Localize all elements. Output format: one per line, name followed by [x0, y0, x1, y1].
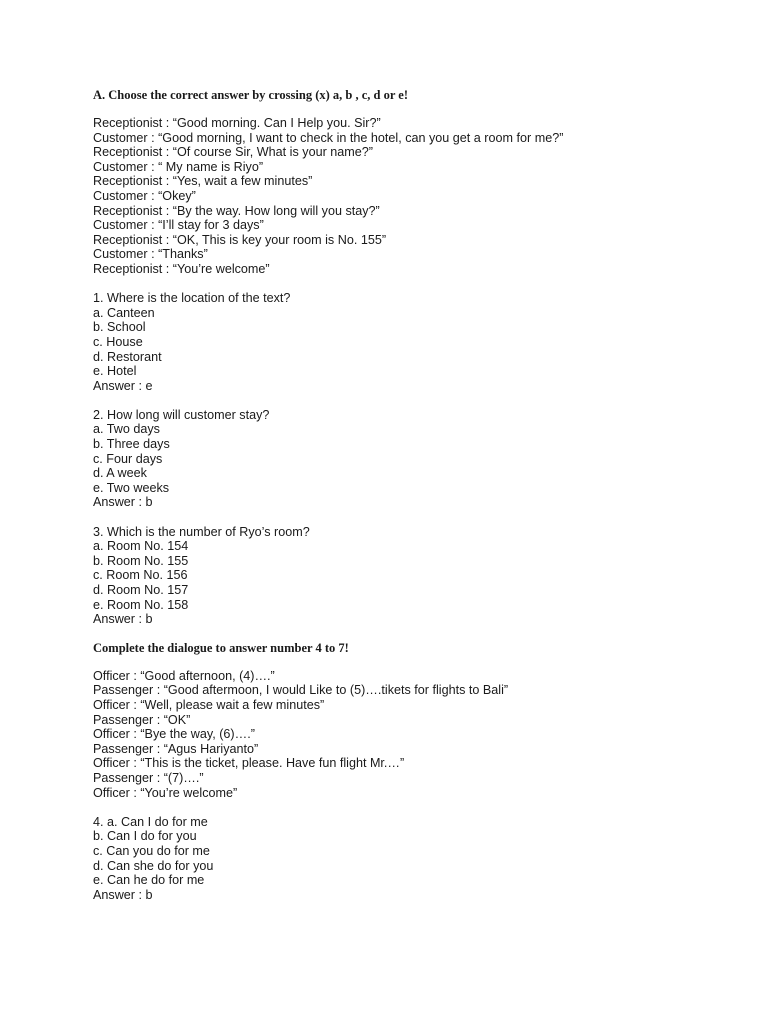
question-text: 3. Which is the number of Ryo’s room? [93, 524, 310, 539]
dialogue-line: Officer : “Bye the way, (6)….” [93, 727, 255, 742]
answer-key: Answer : b [93, 887, 153, 902]
question-1 [93, 291, 733, 393]
dialogue-line: Customer : “Okey” [93, 188, 196, 203]
question-text: 2. How long will customer stay? [93, 407, 270, 422]
question-text: 4. a. Can I do for me [93, 814, 208, 829]
answer-option: e. Two weeks [93, 480, 170, 495]
dialogue-line: Receptionist : “By the way. How long will you stay?” [93, 203, 380, 218]
answer-option: b. Three days [93, 437, 170, 452]
answer-option: d. Room No. 157 [93, 583, 189, 597]
answer-option: a. Canteen [93, 305, 155, 320]
answer-option: b. Room No. 155 [93, 553, 189, 568]
document-page [93, 87, 733, 902]
answer-option: c. House [93, 334, 143, 349]
question-text: 1. Where is the location of the text? [93, 291, 291, 306]
answer-option: a. Two days [93, 422, 160, 437]
answer-option: e. Room No. 158 [93, 597, 189, 612]
dialogue-line: Passenger : “Agus Hariyanto” [93, 741, 259, 756]
dialogue-line: Officer : “You’re welcome” [93, 785, 238, 800]
answer-option: d. Restorant [93, 349, 162, 364]
answer-option: a. Room No. 154 [93, 539, 189, 554]
dialogue-line: Customer : “Good morning, I want to check in the hotel, can you get a room for me?” [93, 130, 564, 145]
dialogue-line: Receptionist : “OK, This is key your room is No. 155” [93, 232, 387, 247]
dialogue-line: Officer : “Good afternoon, (4)….” [93, 668, 275, 683]
question-4 [93, 815, 733, 903]
answer-option: b. School [93, 320, 146, 335]
dialogue-line: Receptionist : “You’re welcome” [93, 261, 270, 276]
question-2 [93, 408, 733, 510]
section-b-heading: Complete the dialogue to answer number 4 to 7! [93, 640, 349, 655]
answer-option: d. Can she do for you [93, 858, 214, 873]
dialogue-line: Receptionist : “Good morning. Can I Help you. Sir?” [93, 116, 381, 130]
dialogue-line: Receptionist : “Of course Sir, What is your name?” [93, 145, 373, 160]
dialogue-line: Receptionist : “Yes, wait a few minutes” [93, 174, 313, 189]
answer-key: Answer : b [93, 495, 153, 510]
answer-option: c. Four days [93, 451, 163, 466]
answer-key: Answer : e [93, 378, 153, 393]
answer-option: e. Can he do for me [93, 873, 205, 888]
dialogue-line: Passenger : “Good aftermoon, I would Like to (5)….tikets for flights to Bali” [93, 683, 509, 698]
section-a-heading: A. Choose the correct answer by crossing (x) a, b , c, d or e! [93, 88, 409, 102]
dialogue-line: Officer : “This is the ticket, please. Have fun flight Mr.…” [93, 756, 405, 771]
dialogue-line: Customer : “ My name is Riyo” [93, 159, 264, 174]
dialogue-line: Passenger : “OK” [93, 712, 191, 727]
hotel-dialogue [93, 116, 733, 277]
dialogue-line: Customer : “Thanks” [93, 247, 208, 262]
answer-option: e. Hotel [93, 364, 137, 379]
answer-option: c. Room No. 156 [93, 568, 188, 583]
question-3 [93, 525, 733, 627]
answer-option: b. Can I do for you [93, 829, 197, 844]
dialogue-line: Customer : “I’ll stay for 3 days” [93, 218, 264, 233]
airport-dialogue [93, 669, 733, 800]
answer-option: c. Can you do for me [93, 843, 210, 858]
answer-option: d. A week [93, 466, 147, 481]
dialogue-line: Passenger : “(7)….” [93, 770, 204, 785]
answer-key: Answer : b [93, 612, 153, 627]
dialogue-line: Officer : “Well, please wait a few minutes” [93, 697, 325, 712]
